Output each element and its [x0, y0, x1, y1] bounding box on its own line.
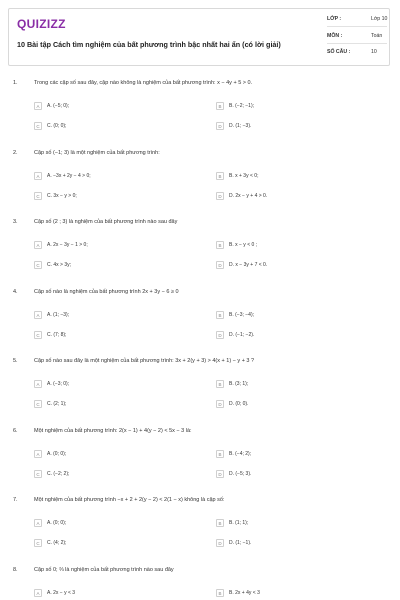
question-number: 4. — [13, 288, 18, 295]
quizizz-logo: QUIZIZZ — [17, 17, 66, 31]
option-letter-badge: A — [34, 172, 42, 180]
answer-option-c[interactable] — [34, 539, 204, 547]
question-number: 3. — [13, 219, 18, 225]
option-text: A. −3x + 2y − 4 > 0; — [47, 172, 91, 179]
option-letter-badge: B — [216, 172, 224, 180]
question-number: 6. — [13, 427, 18, 434]
option-letter-badge: D — [216, 470, 224, 478]
answer-option-b[interactable] — [216, 311, 386, 319]
answer-option-b[interactable] — [216, 380, 386, 388]
meta-divider — [327, 43, 387, 44]
answer-option-a[interactable] — [34, 241, 204, 249]
option-text: B. 2x + 4y < 3 — [229, 589, 260, 596]
subject-label: MÔN : — [327, 33, 343, 39]
question-text: Một nghiệm của bất phương trình: 2(x − 1) + 4(y − 2) < 5x − 3 là: — [34, 427, 192, 434]
option-text: B. (−3; −4); — [229, 311, 255, 318]
answer-option-b[interactable] — [216, 241, 386, 249]
option-text: D. (0; 0). — [229, 401, 249, 407]
subject-value: Toán — [371, 33, 383, 39]
option-letter-badge: D — [216, 400, 224, 408]
class-label: LỚP : — [327, 16, 342, 22]
option-letter-badge: C — [34, 122, 42, 130]
option-text: C. (2; 1); — [47, 401, 67, 407]
answer-option-d[interactable] — [216, 539, 386, 547]
answer-option-c[interactable] — [34, 331, 204, 339]
question-text: Cặp số 0; ⅔ là nghiệm của bất phương trình nào sau đây — [34, 566, 174, 573]
option-letter-badge: A — [34, 241, 42, 249]
option-letter-badge: D — [216, 539, 224, 547]
answer-option-a[interactable] — [34, 380, 204, 388]
option-text: B. (3; 1); — [229, 381, 249, 387]
answer-option-c[interactable] — [34, 122, 204, 130]
question-number: 5. — [13, 358, 18, 364]
answer-option-d[interactable] — [216, 122, 386, 130]
option-text: C. 4x > 3y; — [47, 262, 72, 268]
option-letter-badge: D — [216, 331, 224, 339]
option-letter-badge: B — [216, 102, 224, 110]
answer-option-c[interactable] — [34, 400, 204, 408]
question-text: Một nghiệm của bất phương trình −x + 2 + 2(y − 2) < 2(1 − x) không là cặp số: — [34, 497, 225, 503]
answer-option-c[interactable] — [34, 192, 204, 200]
answer-option-d[interactable] — [216, 400, 386, 408]
answer-option-c[interactable] — [34, 261, 204, 269]
answer-option-b[interactable] — [216, 172, 386, 180]
option-letter-badge: C — [34, 192, 42, 200]
answer-option-a[interactable] — [34, 102, 204, 110]
option-text: D. (−1; −2). — [229, 331, 255, 338]
option-letter-badge: D — [216, 261, 224, 269]
option-letter-badge: C — [34, 470, 42, 478]
question-text: Cặp số nào sau đây là một nghiệm của bất phương trình: 3x + 2(y + 3) > 4(x + 1) − y + 3 ? — [34, 358, 255, 364]
question-text: Cặp số (2 ; 3) là nghiệm của bất phương trình nào sau đây — [34, 219, 178, 225]
option-text: D. 2x − y + 4 > 0. — [229, 192, 268, 199]
option-letter-badge: A — [34, 102, 42, 110]
option-text: A. (0; 0); — [47, 520, 67, 526]
question-number: 1. — [13, 80, 18, 86]
option-letter-badge: B — [216, 519, 224, 527]
answer-option-a[interactable] — [34, 311, 204, 319]
option-text: D. x − 3y + 7 < 0. — [229, 262, 268, 268]
answer-option-a[interactable] — [34, 589, 204, 597]
answer-option-d[interactable] — [216, 470, 386, 478]
meta-divider — [327, 26, 387, 27]
option-letter-badge: A — [34, 589, 42, 597]
option-letter-badge: B — [216, 589, 224, 597]
worksheet-title: 10 Bài tập Cách tìm nghiệm của bất phương trình bậc nhất hai ẩn (có lời giải) — [17, 40, 281, 49]
question-text: Cặp số (−1; 3) là một nghiệm của bất phương trình: — [34, 149, 160, 156]
option-letter-badge: A — [34, 311, 42, 319]
answer-option-a[interactable] — [34, 450, 204, 458]
option-text: C. (4; 2); — [47, 540, 67, 546]
question-number: 8. — [13, 566, 18, 573]
option-text: A. (−3; 0); — [47, 381, 70, 387]
class-value: Lớp 10 — [371, 16, 388, 22]
option-letter-badge: A — [34, 380, 42, 388]
option-text: B. (−2; −1); — [229, 103, 255, 109]
answer-option-b[interactable] — [216, 450, 386, 458]
option-letter-badge: C — [34, 539, 42, 547]
question-text: Cặp số nào là nghiệm của bất phương trình 2x + 3y − 6 ≥ 0 — [34, 288, 179, 295]
answer-option-a[interactable] — [34, 519, 204, 527]
option-text: C. (0; 0); — [47, 123, 67, 129]
question-number: 2. — [13, 149, 18, 156]
option-text: C. (7; 8); — [47, 331, 67, 338]
option-text: A. (1; −3); — [47, 311, 70, 318]
answer-option-d[interactable] — [216, 261, 386, 269]
option-text: C. 3x − y > 0; — [47, 192, 77, 199]
count-value: 10 — [371, 49, 377, 55]
option-letter-badge: A — [34, 519, 42, 527]
option-letter-badge: B — [216, 241, 224, 249]
option-text: B. x − y < 0 ; — [229, 242, 258, 248]
option-letter-badge: B — [216, 380, 224, 388]
option-text: A. 2x − 3y − 1 > 0; — [47, 242, 88, 248]
option-letter-badge: C — [34, 331, 42, 339]
option-text: D. (−5; 3). — [229, 470, 252, 477]
option-text: B. x + 3y < 0; — [229, 172, 259, 179]
answer-option-d[interactable] — [216, 192, 386, 200]
option-letter-badge: C — [34, 261, 42, 269]
question-number: 7. — [13, 497, 18, 503]
option-text: D. (1; −1). — [229, 540, 252, 546]
option-text: A. (0; 0); — [47, 450, 67, 457]
answer-option-c[interactable] — [34, 470, 204, 478]
answer-option-a[interactable] — [34, 172, 204, 180]
option-letter-badge: B — [216, 311, 224, 319]
question-text: Trong các cặp số sau đây, cặp nào không là nghiệm của bất phương trình: x − 4y + 5 > 0. — [34, 80, 253, 86]
option-letter-badge: C — [34, 400, 42, 408]
option-text: B. (1; 1); — [229, 520, 249, 526]
option-text: C. (−2; 2); — [47, 470, 70, 477]
answer-option-b[interactable] — [216, 519, 386, 527]
option-text: A. 2x − y < 3 — [47, 589, 76, 596]
answer-option-b[interactable] — [216, 102, 386, 110]
option-letter-badge: D — [216, 122, 224, 130]
count-label: SỐ CÂU : — [327, 49, 351, 55]
option-text: B. (−4; 2); — [229, 450, 252, 457]
answer-option-d[interactable] — [216, 331, 386, 339]
worksheet-header — [8, 8, 390, 66]
option-text: D. (1; −3). — [229, 123, 252, 129]
option-letter-badge: B — [216, 450, 224, 458]
answer-option-b[interactable] — [216, 589, 386, 597]
option-letter-badge: D — [216, 192, 224, 200]
option-letter-badge: A — [34, 450, 42, 458]
option-text: A. (−5; 0); — [47, 103, 70, 109]
